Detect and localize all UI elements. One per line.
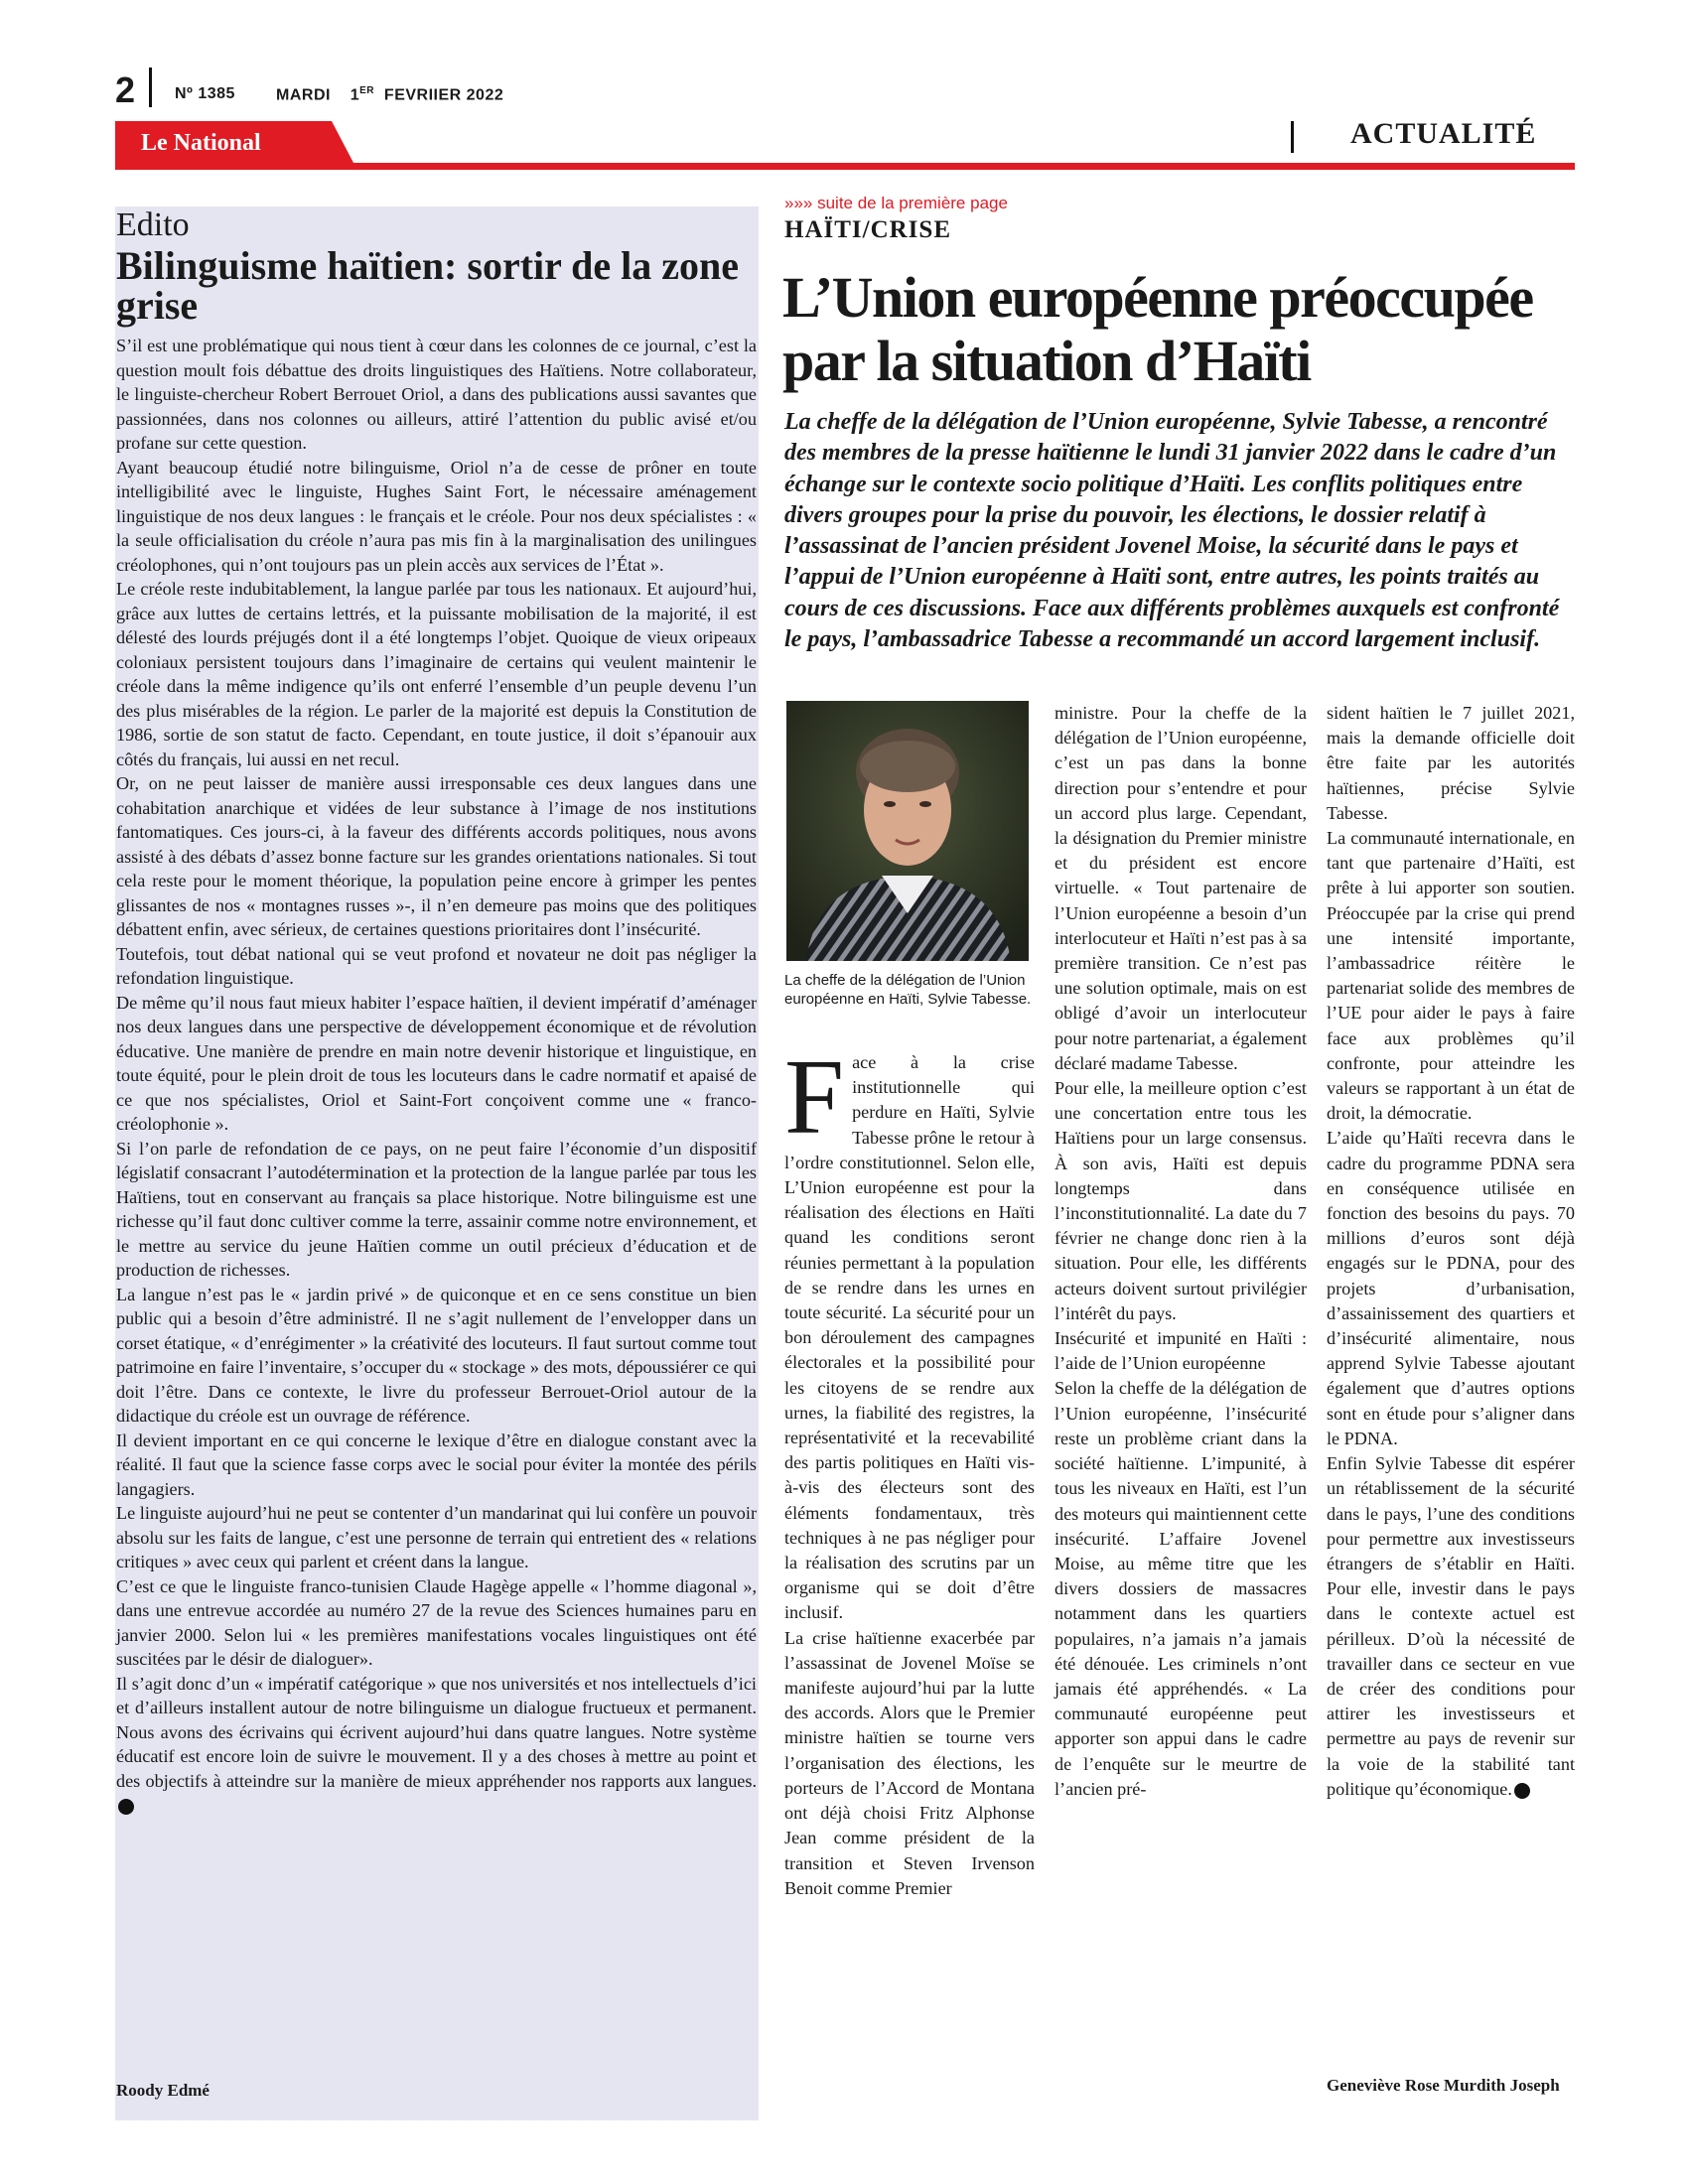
edito-paragraph: Le linguiste aujourd’hui ne peut se contenter d’un mandarinat qui lui confère un pouvoir absolu sur les faits de langue, c’est une personne de terrain qui entretient des « relations critiques » avec ceux qui parlent et créent dans la langue. — [116, 1503, 757, 1571]
edito-paragraph: De même qu’il nous faut mieux habiter l’espace haïtien, il devient impératif d’aménager nos deux langues dans une perspective de développement économique et de révolution éducative. Une manière de prendre en main notre devenir historique et linguistique, en toute équité, pour le plein droit de tous les locuteurs dans le cadre normatif et apaisé de ce que nos spécialistes, Oriol et Saint-Fort conçoivent comme une « franco-créolophonie ». — [116, 992, 757, 1134]
end-mark-icon — [1514, 1783, 1530, 1799]
issue-date — [276, 85, 503, 104]
edito-paragraph: C’est ce que le linguiste franco-tunisien Claude Hagège appelle « l’homme diagonal », dans une entrevue accordée au numéro 27 de la revue des Sciences humaines paru en janvier 2000. Selon lui « les premières manifestations vocales linguistiques ont été suscitées par le désir de dialoguer». — [116, 1575, 757, 1669]
header-divider — [149, 68, 152, 107]
article-paragraph: ministre. Pour la cheffe de la délégation de l’Union européenne, c’est un pas dans la bonne direction pour s’entendre et pour un accord plus large. Cependant, la désignation du Premier ministre et du président est encore virtuelle. « Tout partenaire de l’Union européenne a besoin d’un interlocuteur et Haïti n’est pas à sa première transition. Ce n’est pas une solution optimale, mais on est obligé d’avoir un interlocuteur pour notre partenariat, a également déclaré madame Tabesse. — [1055, 703, 1307, 1073]
article-rubric: HAÏTI/CRISE — [784, 216, 951, 243]
edito-paragraph-last — [116, 1672, 757, 1818]
header-rule — [115, 163, 1575, 170]
section-title: ACTUALITÉ — [1350, 117, 1537, 150]
portrait-photo — [786, 701, 1029, 961]
article-paragraph: Selon la cheffe de la délégation de l’Union européenne, l’insécurité reste un problème criant dans la société haïtienne. L’impunité, à tous les niveaux en Haïti, est l’un des moteurs qui maintiennent cette insécurité. L’affaire Jovenel Moise, au même titre que les divers dossiers de massacres notamment dans les quartiers populaires, n’a jamais n’a jamais été dénouée. Les criminels n’ont jamais été appréhendés. « La communauté européenne peut apporter son appui dans le cadre de l’enquête sur le meurtre de l’ancien pré- — [1055, 1378, 1307, 1799]
edito-author: Roody Edmé — [116, 2081, 210, 2100]
page-number: 2 — [115, 69, 136, 110]
article-subheading: Insécurité et impunité en Haïti : l’aide de l’Union européenne — [1055, 1328, 1307, 1374]
edito-label: Edito — [116, 206, 190, 243]
edito-paragraph: La langue n’est pas le « jardin privé » de quiconque et en ce sens constitue un bien public qui a besoin d’être administré. Il ne s’agit nullement de l’envelopper dans un corset étatique, « d’enrégimenter » la créativité des locuteurs. Il faut surtout comme tout patrimoine en faire l’inventaire, s’occuper du « stockage » des mots, dépoussiérer ce qui doit l’être. Dans ce contexte, le livre du professeur Berrouet-Oriol autour de la didactique du créole est un ouvrage de référence. — [116, 1284, 757, 1426]
date-rest: FEVRIIER 2022 — [383, 86, 504, 104]
article-column-3 — [1327, 701, 1575, 1802]
edito-paragraph: Le créole reste indubitablement, la langue parlée par tous les nationaux. Et aujourd’hui, grâce aux luttes de certains lettrés, et la puissante mobilisation de la majorité, il est délesté des lourds préjugés dont il a été longtemps l’objet. Quoique de vieux oripeaux coloniaux persistent toujours dans l’imaginaire de certains qui veulent maintenir le créole dans la même indigence qu’ils ont enferré l’ensemble d’un peuple devenu l’un des plus misérables de la région. Le parler de la majorité est depuis la Constitution de 1986, sortie de son statut de facto. Cependant, en toute justice, il doit s’épanouir aux côtés du français, lui aussi en net recul. — [116, 579, 757, 769]
photo-caption: La cheffe de la délégation de l’Union européenne en Haïti, Sylvie Tabesse. — [784, 972, 1032, 1008]
issue-number: Nº 1385 — [175, 85, 235, 102]
edito-paragraph: Ayant beaucoup étudié notre bilinguisme, Oriol n’a de cesse de prôner en toute intelligibilité avec le linguiste, Hughes Saint Fort, le nécessaire aménagement linguistique de nos deux langues : le français et le créole. Pour nos deux spécialistes : « la seule officialisation du créole n’aura pas mis fin à la marginalisation des unilingues créolophones, qui n’ont toujours pas un plein accès aux services de l’État ». — [116, 457, 757, 575]
edito-title: Bilinguisme haïtien: sortir de la zone grise — [116, 243, 740, 328]
article-column-1 — [784, 1038, 1035, 1901]
article-paragraph: La crise haïtienne exacerbée par l’assassinat de Jovenel Moïse se manifeste aujourd’hui par la lutte des accords. Alors que le Premier ministre haïtien se tourne vers l’organisation des élections, les porteurs de l’Accord de Montana ont déjà choisi Fritz Alphonse Jean comme président de la transition et Steven Irvenson Benoit comme Premier — [784, 1627, 1035, 1898]
article-paragraph: sident haïtien le 7 juillet 2021, mais la demande officielle doit être faite par les autorités haïtiennes, précise Sylvie Tabesse. — [1327, 703, 1575, 823]
edito-paragraph: S’il est une problématique qui nous tient à cœur dans les colonnes de ce journal, c’est la question moult fois débattue des droits linguistiques des Haïtiens. Notre collaborateur, le linguiste-chercheur Robert Berrouet Oriol, a dans des publications aussi savantes que passionnées, dans nos colonnes ou ailleurs, attiré l’attention du public avisé et/ou profane sur cette question. — [116, 336, 757, 453]
portrait-illustration — [786, 701, 1029, 961]
article-paragraph-text: ace à la crise institutionnelle qui perdure en Haïti, Sylvie Tabesse prône le retour à l’ordre constitutionnel. Selon elle, L’Union européenne est pour la réalisation des élections en Haïti quand les conditions seront réunies permettant à la population de se rendre dans les urnes en toute sécurité. La sécurité pour un bon déroulement des campagnes électorales et la possibilité pour les citoyens de se rendre aux urnes, la fiabilité des registres, la représentativité et la recevabilité des partis politiques en Haïti vis-à-vis des électeurs sont des éléments fondamentaux, très techniques à ne pas négliger pour la réalisation des scrutins par un organisme qui se doit d’être inclusif. — [784, 1052, 1035, 1623]
date-num: 1 — [350, 86, 360, 104]
continued-kicker: »»» suite de la première page — [784, 194, 1008, 212]
date-sup: ER — [359, 85, 375, 96]
date-day: MARDI — [276, 86, 331, 104]
brand-name: Le National — [141, 130, 261, 156]
article-paragraph: Pour elle, la meilleure option c’est une concertation entre tous les Haïtiens pour un large consensus. À son avis, Haïti est depuis longtemps dans l’inconstitutionnalité. La date du 7 février ne change donc rien à la situation. Pour elle, les différents acteurs doivent surtout privilégier l’intérêt du pays. — [1055, 1078, 1307, 1323]
article-last-text: Enfin Sylvie Tabesse dit espérer un rétablissement de la sécurité dans le pays, l’une des conditions pour permettre aux investisseurs étrangers de s’établir en Haïti. Pour elle, investir dans le pays dans le contexte actuel est périlleux. D’où la nécessité de travailler dans ce secteur en vue de créer des conditions pour attirer les investisseurs et permettre au pays de revenir sur la voie de la stabilité tant politique qu’économique. — [1327, 1453, 1575, 1799]
brand-banner — [115, 121, 353, 163]
edito-paragraph: Toutefois, tout débat national qui se veut profond et novateur ne doit pas négliger la refondation linguistique. — [116, 943, 757, 988]
edito-body — [116, 334, 757, 1818]
article-column-2 — [1055, 701, 1307, 1802]
section-divider — [1291, 121, 1294, 153]
article-headline: L’Union européenne préoccupée par la situation d’Haïti — [782, 265, 1533, 393]
edito-paragraph: Il devient important en ce qui concerne le lexique d’être en dialogue constant avec la réalité. Il faut que la science fasse corps avec le social pour éviter la montée des périls langagiers. — [116, 1430, 757, 1499]
article-lead: La cheffe de la délégation de l’Union européenne, Sylvie Tabesse, a rencontré des membres de la presse haïtienne le lundi 31 janvier 2022 dans le cadre d’un échange sur le contexte socio politique d’Haïti. Les conflits politiques entre divers groupes pour la prise du pouvoir, les élections, le dossier relatif à l’assassinat de l’ancien président Jovenel Moise, la sécurité dans le pays et l’appui de l’Union européenne à Haïti sont, entre autres, les points traités au cours de ces discussions. Face aux différents problèmes auxquels est confronté le pays, l’ambassadrice Tabesse a recommandé un accord largement inclusif. — [784, 409, 1560, 653]
article-author: Geneviève Rose Murdith Joseph — [1327, 2076, 1560, 2095]
end-mark-icon — [118, 1799, 134, 1815]
article-paragraph-last — [1327, 1451, 1575, 1802]
article-paragraph — [784, 1038, 1035, 1626]
edito-paragraph: Or, on ne peut laisser de manière aussi irresponsable ces deux langues dans une cohabitation anarchique et vidées de leur substance à l’image de nos institutions fantomatiques. Ces jours-ci, à la faveur des différents accords politiques, nous avons assisté à des débats d’assez bonne facture sur les grandes orientations nationales. Si tout cela reste pour le moment théorique, la population peine encore à grimper les pentes glissantes de nos « montagnes russes »-, il n’en demeure pas moins que des politiques débattent enfin, avec sérieux, de certaines questions prioritaires dont l’insécurité. — [116, 773, 757, 939]
edito-paragraph: Si l’on parle de refondation de ce pays, on ne peut faire l’économie d’un dispositif législatif consacrant l’autodétermination et la protection de la langue parlée par tous les Haïtiens, tout en conservant au français sa place historique. Notre bilinguisme est une richesse qu’il faut donc cultiver comme la terre, assainir comme notre environnement, et le mettre au service du jeune Haïtien comme un outil précieux d’éducation et de production de richesses. — [116, 1138, 757, 1280]
article-paragraph: La communauté internationale, en tant que partenaire d’Haïti, est prête à lui apporter son soutien. Préoccupée par la crise qui prend une intensité importante, l’ambassadrice réitère le partenariat solide des membres de l’UE pour aider le pays à faire face aux problèmes qu’il confronte, pour atteindre les valeurs se rapportant à un état de droit, la démocratie. — [1327, 828, 1575, 1124]
edito-last-text: Il s’agit donc d’un « impératif catégorique » que nos universités et nos intellectuels d’ici et d’ailleurs installent autour de notre bilinguisme un dialogue fructueux et permanent. Nous avons des écrivains qui écrivent aujourd’hui dans quatre langues. Notre système éducatif est encore loin de suivre le mouvement. Il y a des choses à mettre au point et des objectifs à atteindre sur la manière de mieux appréhender nos rapports aux langues. — [116, 1673, 757, 1791]
article-paragraph: L’aide qu’Haïti recevra dans le cadre du programme PDNA sera en conséquence utilisée en fonction des besoins du pays. 70 millions d’euros sont déjà engagés sur le PDNA, pour des projets d’urbanisation, d’assainissement des quartiers et d’insécurité alimentaire, nous apprend Sylvie Tabesse ajoutant également que d’autres options sont en étude pour s’aligner dans le PDNA. — [1327, 1128, 1575, 1448]
drop-cap: F — [784, 1038, 845, 1157]
